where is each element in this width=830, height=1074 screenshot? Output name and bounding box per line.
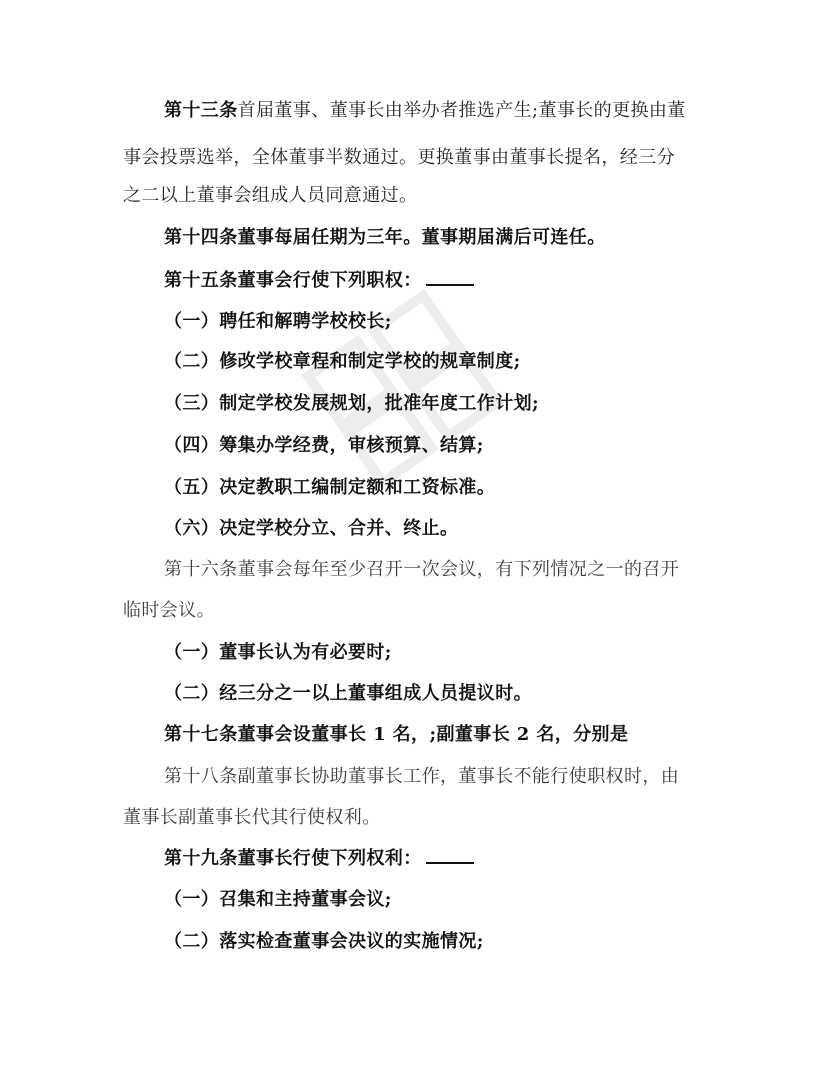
article-15-item-1: （一）聘任和解聘学校校长; xyxy=(164,311,392,332)
article-16-item-1: （一）董事长认为有必要时; xyxy=(164,642,392,663)
article-19 xyxy=(164,848,754,870)
blank-underline xyxy=(426,270,474,286)
article-16-line-1: 第十六条董事会每年至少召开一次会议，有下列情况之一的召开 xyxy=(164,559,680,580)
article-15-item-3: （三）制定学校发展规划，批准年度工作计划; xyxy=(164,393,540,414)
article-13-line-2: 事会投票选举，全体董事半数通过。更换董事由董事长提名，经三分 xyxy=(123,147,675,168)
article-15-item-4: （四）筹集办学经费，审核预算、结算; xyxy=(164,435,484,456)
article-19-item-1: （一）召集和主持董事会议; xyxy=(164,889,392,910)
article-14: 第十四条董事每届任期为三年。董事期届满后可连任。 xyxy=(164,227,606,248)
article-18-line-2: 董事长副董事长代其行使权利。 xyxy=(123,807,381,828)
article-13-text: 首届董事、董事长由举办者推选产生;董事长的更换由董 xyxy=(237,100,686,121)
article-19-text: 第十九条董事长行使下列权利： xyxy=(164,848,422,869)
article-13-line-3: 之二以上董事会组成人员同意通过。 xyxy=(123,185,418,206)
article-13-line-1 xyxy=(164,100,754,122)
article-13-label: 第十三条 xyxy=(164,100,238,121)
article-17: 第十七条董事会设董事长 1 名，;副董事长 2 名，分别是 xyxy=(164,724,629,745)
article-19-item-2: （二）落实检查董事会决议的实施情况; xyxy=(164,931,484,952)
article-15-item-5: （五）决定教职工编制定额和工资标准。 xyxy=(164,477,496,498)
article-15-item-2: （二）修改学校章程和制定学校的规章制度; xyxy=(164,351,521,372)
article-16-item-2: （二）经三分之一以上董事组成人员提议时。 xyxy=(164,683,532,704)
article-15-text: 第十五条董事会行使下列职权： xyxy=(164,270,422,291)
article-15-item-6: （六）决定学校分立、合并、终止。 xyxy=(164,518,459,539)
article-16-line-2: 临时会议。 xyxy=(123,600,215,621)
blank-underline xyxy=(426,848,474,864)
article-18-line-1: 第十八条副董事长协助董事长工作，董事长不能行使职权时，由 xyxy=(164,766,680,787)
article-15 xyxy=(164,270,754,292)
